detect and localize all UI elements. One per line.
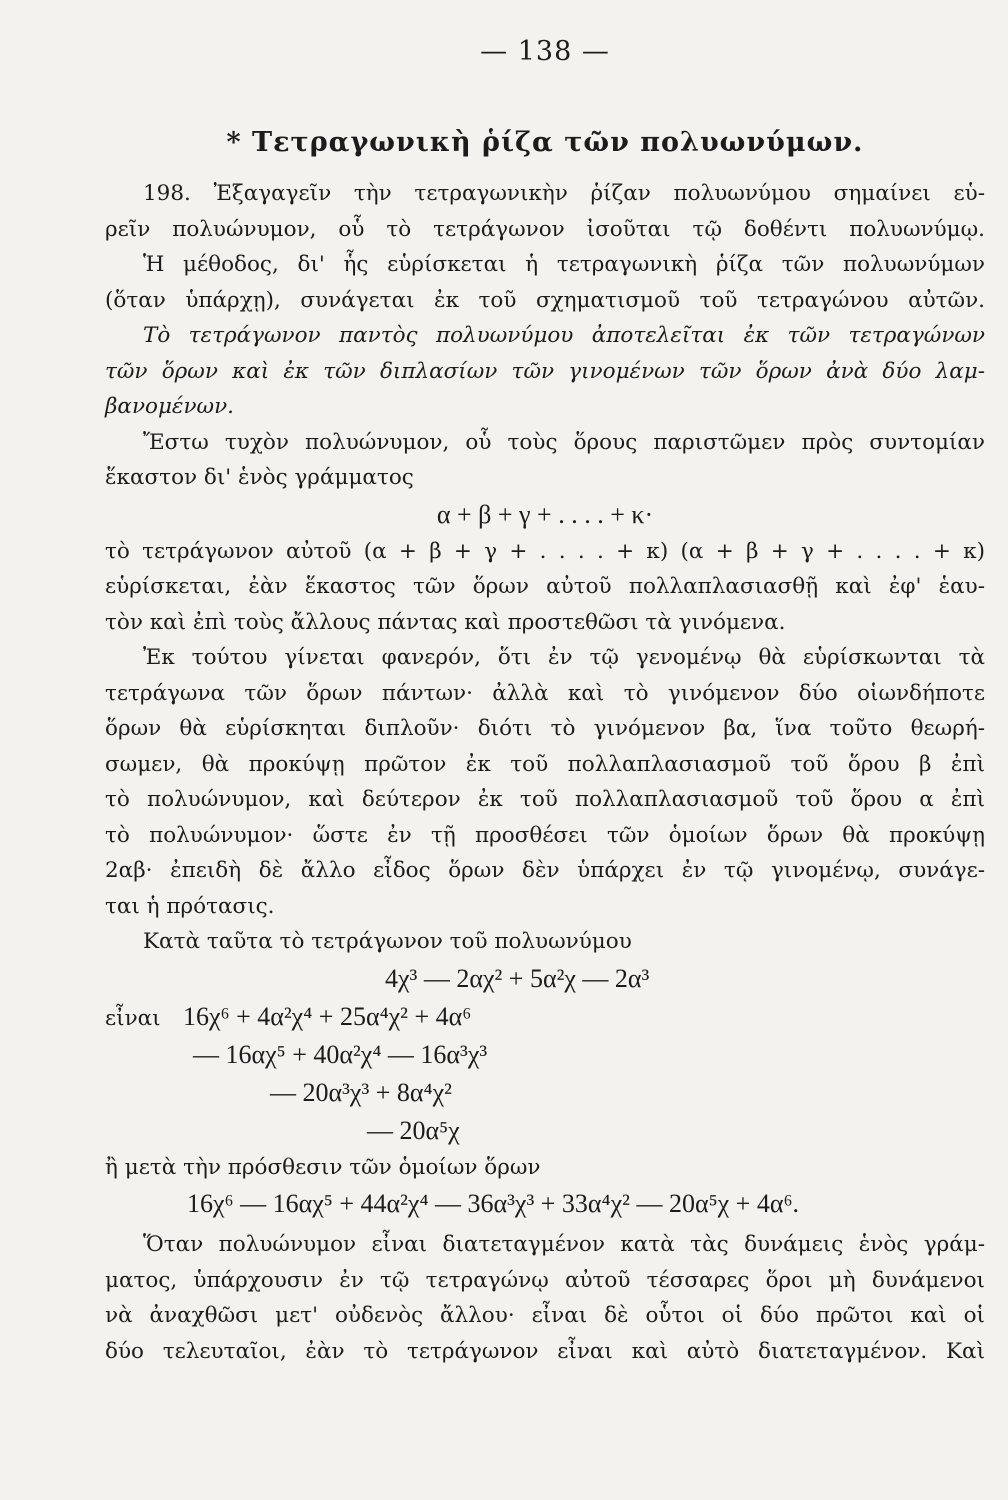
formula-label: εἶναι xyxy=(105,1005,161,1031)
text-line: τὸ τετράγωνον αὐτοῦ (α + β + γ + . . . . + κ) (α + β + γ + . . . . + κ) xyxy=(105,538,985,564)
text-line: Κατὰ ταῦτα τὸ τετράγωνον τοῦ πολυωνύμου xyxy=(143,929,632,954)
page-number: — 138 — xyxy=(480,36,610,67)
text-line: σωμεν, θὰ προκύψῃ πρῶτον ἐκ τοῦ πολλαπλασιασμοῦ τοῦ ὅρου β ἐπὶ xyxy=(105,751,985,777)
text-line: 198. Ἐξαγαγεῖν τὴν τετραγωνικὴν ῥίζαν πολυωνύμου σημαίνει εὑ- xyxy=(143,181,985,206)
text-line: εὑρίσκεται, ἐὰν ἕκαστος τῶν ὅρων αὐτοῦ πολλαπλασιασθῇ καὶ ἐφ' ἑαυ- xyxy=(105,574,985,599)
text-line: τὸ πολυώνυμον, καὶ δεύτερον ἐκ τοῦ πολλαπλασιασμοῦ τοῦ ὅρου α ἐπὶ xyxy=(105,787,985,812)
text-line: Ἡ μέθοδος, δι' ἧς εὑρίσκεται ἡ τετραγωνικὴ ῥίζα τῶν πολυωνύμων xyxy=(143,252,985,277)
text-line: Ἐκ τούτου γίνεται φανερόν, ὅτι ἐν τῷ γενομένῳ θὰ εὑρίσκωνται τὰ xyxy=(143,645,985,670)
text-line: ἕκαστον δι' ἑνὸς γράμματος xyxy=(105,465,414,490)
page xyxy=(105,28,985,1369)
text-line: ματος, ὑπάρχουσιν ἐν τῷ τετραγώνῳ αὐτοῦ τέσσαρες ὅροι μὴ δυνάμενοι xyxy=(105,1267,985,1293)
text-line: 2αβ· ἐπειδὴ δὲ ἄλλο εἶδος ὅρων δὲν ὑπάρχει ἐν τῷ γινομένῳ, συνάγε- xyxy=(105,858,985,883)
text-line: δύο τελευταῖοι, ἐὰν τὸ τετράγωνον εἶναι καὶ αὐτὸ διατεταγμένον. Καὶ xyxy=(105,1338,985,1364)
text-line: ρεῖν πολυώνυμον, οὗ τὸ τετράγωνον ἰσοῦται τῷ δοθέντι πολυωνύμῳ. xyxy=(105,216,985,242)
formula-expansion-row-4: — 20α⁵χ xyxy=(367,1115,460,1145)
formula-expansion-row-2: — 16αχ⁵ + 40α²χ⁴ — 16α³χ³ xyxy=(193,1039,488,1069)
text-line: ὅρων θὰ εὑρίσκηται διπλοῦν· διότι τὸ γινόμενον βα, ἵνα τοῦτο θεωρή- xyxy=(105,716,985,741)
formula-expansion-row-3: — 20α³χ³ + 8α⁴χ² xyxy=(270,1077,452,1107)
paragraph-theorem xyxy=(105,318,985,425)
paragraph-ordered xyxy=(105,1227,985,1369)
paragraph-198 xyxy=(105,176,985,318)
text-line: βανομένων. xyxy=(105,394,234,419)
text-line: Τὸ τετράγωνον παντὸς πολυωνύμου ἀποτελεῖται ἐκ τῶν τετραγώνων xyxy=(143,323,985,348)
text-line: τὸ πολυώνυμον· ὥστε ἐν τῇ προσθέσει τῶν ὁμοίων ὅρων θὰ προκύψῃ xyxy=(105,822,985,848)
formula-polynomial-given: 4χ³ — 2αχ² + 5α²χ — 2α³ xyxy=(385,963,650,993)
text-line: νὰ ἀναχθῶσι μετ' οὐδενὸς ἄλλου· εἶναι δὲ οὗτοι οἱ δύο πρῶτοι καὶ οἱ xyxy=(105,1303,985,1328)
text-line: ἢ μετὰ τὴν πρόσθεσιν τῶν ὁμοίων ὅρων xyxy=(105,1154,541,1180)
formula-expansion-row-1 xyxy=(105,998,985,1036)
text-line: ται ἡ πρότασις. xyxy=(105,893,275,919)
text-line: (ὅταν ὑπάρχῃ), συνάγεται ἐκ τοῦ σχηματισμοῦ τοῦ τετραγώνου αὐτῶν. xyxy=(105,287,985,313)
text-line: τετράγωνα τῶν ὅρων πάντων· ἀλλὰ καὶ τὸ γινόμενον δύο οἱωνδήποτε xyxy=(105,680,985,706)
text-line: Ὅταν πολυώνυμον εἶναι διατεταγμένον κατὰ τὰς δυνάμεις ἑνὸς γράμ- xyxy=(143,1232,985,1257)
text-line: Ἔστω τυχὸν πολυώνυμον, οὗ τοὺς ὅρους παριστῶμεν πρὸς συντομίαν xyxy=(143,429,985,455)
paragraph-result xyxy=(105,1150,985,1186)
text-line: τὸν καὶ ἐπὶ τοὺς ἄλλους πάντας καὶ προστεθῶσι τὰ γινόμενα. xyxy=(105,609,786,635)
formula-result: 16χ⁶ — 16αχ⁵ + 44α²χ⁴ — 36α³χ³ + 33α⁴χ² — 20α⁵χ + 4α⁶. xyxy=(187,1189,800,1218)
formula-polynomial: α + β + γ + . . . . + κ· xyxy=(436,499,654,529)
paragraph-proof xyxy=(105,425,985,960)
section-title: * Τετραγωνικὴ ῥίζα τῶν πολυωνύμων. xyxy=(226,127,864,158)
text-line: τῶν ὅρων καὶ ἐκ τῶν διπλασίων τῶν γινομένων τῶν ὅρων ἀνὰ δύο λαμ- xyxy=(105,358,985,384)
formula-term-row: 16χ⁶ + 4α²χ⁴ + 25α⁴χ² + 4α⁶ xyxy=(183,1001,472,1031)
